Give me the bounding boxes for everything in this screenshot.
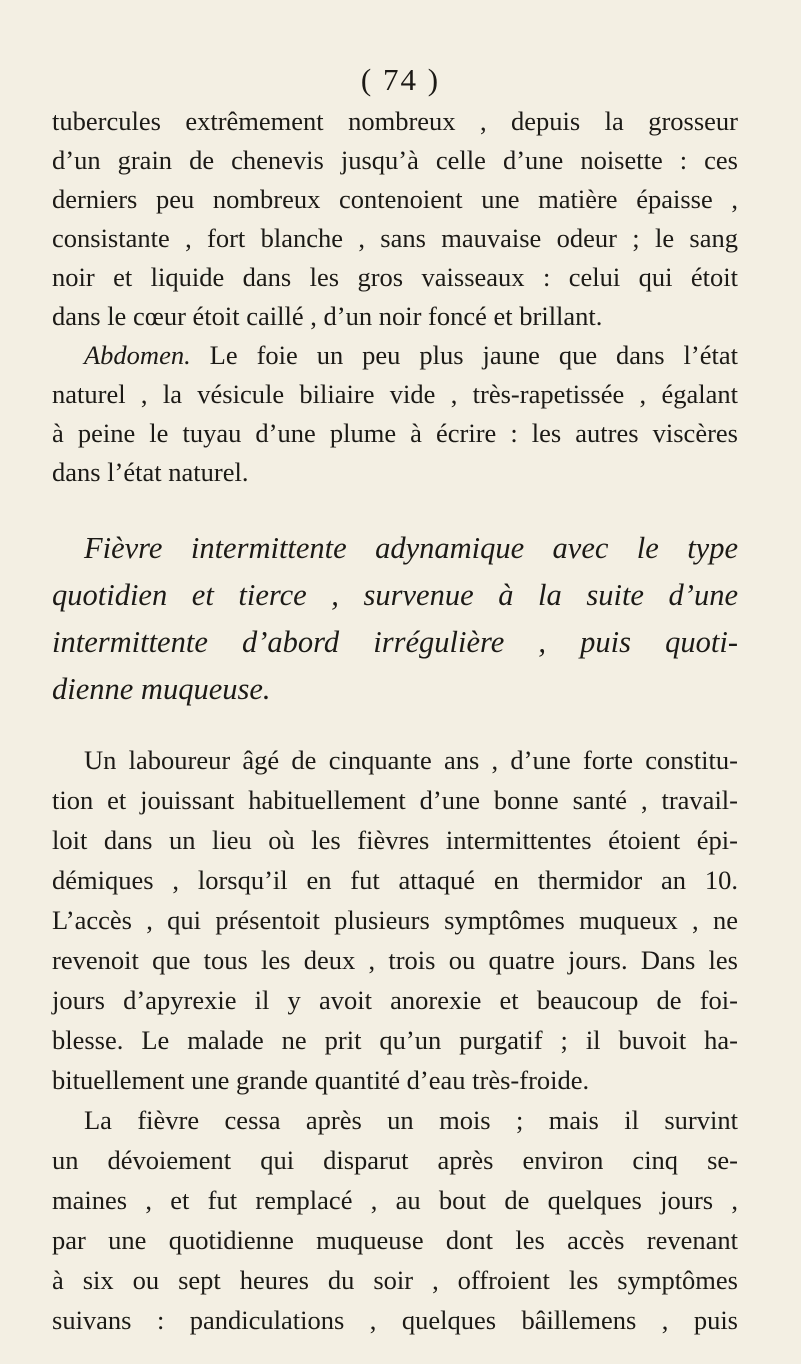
text-line: Un laboureur âgé de cinquante ans , d’une forte constitu-: [84, 745, 738, 775]
text-line: d’un grain de chenevis jusqu’à celle d’une noisette : ces: [52, 145, 738, 175]
text-line: derniers peu nombreux contenoient une matière épaisse ,: [52, 184, 738, 214]
text-line: dans le cœur étoit caillé , d’un noir foncé et brillant.: [52, 301, 603, 331]
text-line: noir et liquide dans les gros vaisseaux : celui qui étoit: [52, 262, 738, 292]
text-line: maines , et fut remplacé , au bout de quelques jours ,: [52, 1185, 738, 1215]
heading-line: intermittente d’abord irrégulière , puis quoti-: [52, 625, 738, 659]
text-line: L’accès , qui présentoit plusieurs symptômes muqueux , ne: [52, 905, 738, 935]
text-line: tubercules extrêmement nombreux , depuis la grosseur: [52, 106, 738, 136]
text-line-lead: [84, 337, 738, 373]
text-line: naturel , la vésicule biliaire vide , très-rapetissée , égalant: [52, 379, 738, 409]
text-line: à six ou sept heures du soir , offroient les symptômes: [52, 1265, 738, 1295]
text-line: loit dans un lieu où les fièvres intermittentes étoient épi-: [52, 825, 738, 855]
text-line: jours d’apyrexie il y avoit anorexie et beaucoup de foi-: [52, 985, 738, 1015]
text-line: tion et jouissant habituellement d’une bonne santé , travail-: [52, 785, 738, 815]
abdomen-label: Abdomen.: [84, 340, 191, 370]
text-fragment: Le foie un peu plus jaune que dans l’état: [190, 340, 738, 370]
page-number: ( 74 ): [360, 62, 441, 97]
text-line: dans l’état naturel.: [52, 457, 249, 487]
text-line: consistante , fort blanche , sans mauvaise odeur ; le sang: [52, 223, 738, 253]
text-line: revenoit que tous les deux , trois ou quatre jours. Dans les: [52, 945, 738, 975]
text-line: bituellement une grande quantité d’eau très-froide.: [52, 1065, 590, 1095]
text-line: La fièvre cessa après un mois ; mais il survint: [84, 1105, 738, 1135]
text-line: blesse. Le malade ne prit qu’un purgatif ; il buvoit ha-: [52, 1025, 738, 1055]
heading-line: dienne muqueuse.: [52, 672, 271, 706]
text-line: un dévoiement qui disparut après environ cinq se-: [52, 1145, 738, 1175]
text-line: par une quotidienne muqueuse dont les accès revenant: [52, 1225, 738, 1255]
heading-line: quotidien et tierce , survenue à la suite d’une: [52, 578, 738, 612]
text-line: démiques , lorsqu’il en fut attaqué en thermidor an 10.: [52, 865, 738, 895]
text-line: à peine le tuyau d’une plume à écrire : les autres viscères: [52, 418, 738, 448]
heading-line: Fièvre intermittente adynamique avec le type: [84, 531, 738, 565]
text-line: suivans : pandiculations , quelques bâillemens , puis: [52, 1305, 738, 1335]
